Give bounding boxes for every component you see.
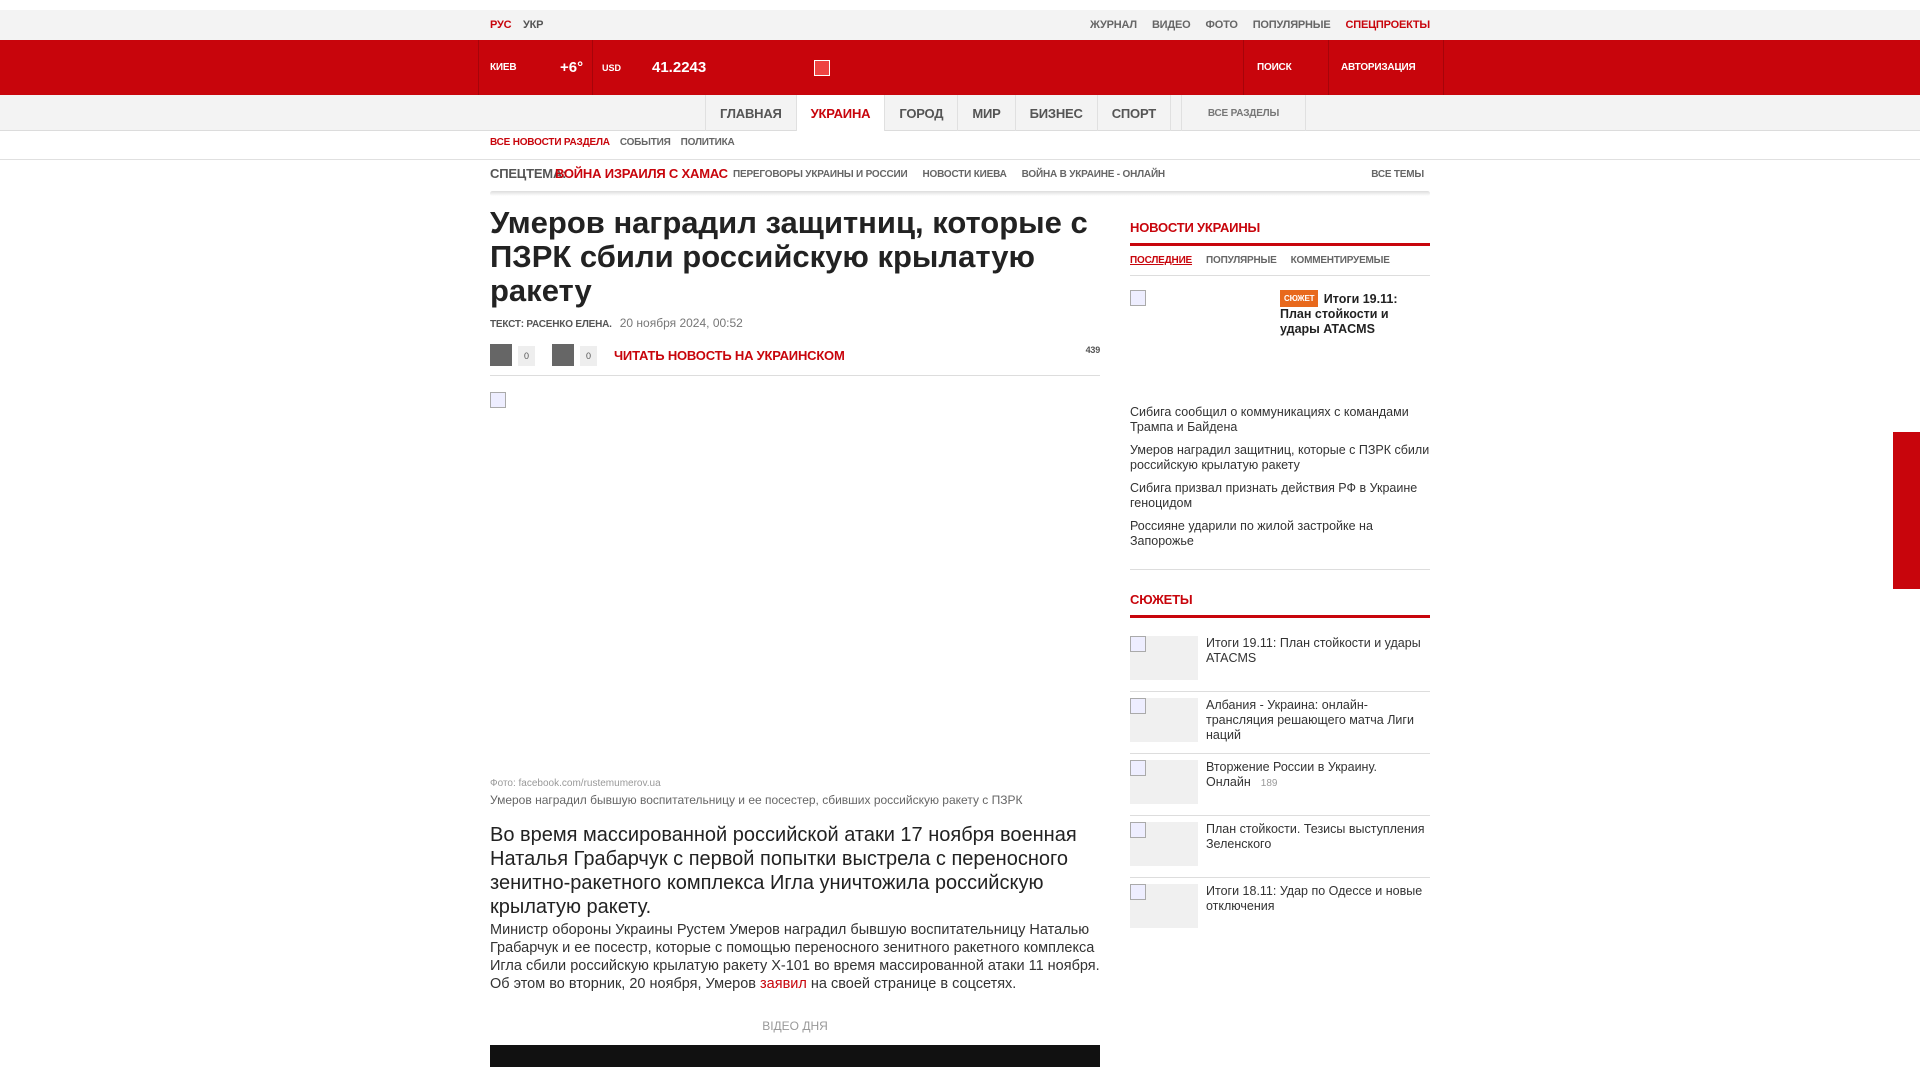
story-title-wrap[interactable]	[1206, 760, 1430, 791]
share-button-2[interactable]	[552, 344, 597, 366]
news-item[interactable]: Сибига сообщил о коммуникациях с командами Трампа и Байдена	[1130, 405, 1409, 434]
story-thumbnail	[1130, 760, 1198, 804]
top-story[interactable]	[1130, 290, 1430, 405]
header-bar	[0, 40, 1920, 95]
divider	[1443, 40, 1444, 95]
top-story-title[interactable]: Итоги 19.11: План стойкости и удары ATACMS	[1280, 292, 1398, 336]
section-subnav	[490, 137, 735, 148]
share-count: 0	[518, 346, 535, 366]
currency-code: USD	[602, 62, 622, 73]
link-video[interactable]: ВИДЕО	[1151, 19, 1191, 31]
main-nav	[0, 95, 1920, 131]
view-count: 439	[1085, 345, 1100, 355]
broken-image-icon	[1130, 822, 1146, 838]
photo-credit: Фото: facebook.com/rustemumerov.ua	[490, 778, 661, 789]
news-list	[1130, 405, 1430, 570]
divider	[478, 40, 479, 95]
story-title[interactable]: План стойкости. Тезисы выступления Зеленского	[1206, 822, 1425, 851]
nav-city[interactable]: ГОРОД	[885, 95, 958, 131]
broken-image-icon	[490, 392, 506, 408]
divider	[1328, 40, 1329, 95]
broken-image-icon	[1130, 760, 1146, 776]
article	[490, 206, 1100, 1067]
share-icon	[490, 344, 512, 366]
broken-image-icon	[1130, 698, 1146, 714]
site-logo[interactable]	[814, 60, 830, 76]
special-theme-label: СПЕЦТЕМА:	[490, 166, 567, 181]
story-thumbnail	[1130, 884, 1198, 928]
divider	[1243, 40, 1244, 95]
nav-sport[interactable]: СПОРТ	[1098, 95, 1171, 131]
nav-main[interactable]: ГЛАВНАЯ	[705, 95, 797, 131]
news-item[interactable]: Умеров наградил защитниц, которые с ПЗРК сбили российскую крылатую ракету	[1130, 443, 1430, 472]
nav-ukraine[interactable]: УКРАИНА	[797, 95, 886, 131]
weather-city: КИЕВ	[490, 62, 517, 73]
nav-business[interactable]: БИЗНЕС	[1016, 95, 1098, 131]
sidebar	[1130, 220, 1430, 940]
stories-list	[1130, 630, 1430, 940]
story-title[interactable]: Вторжение России в Украину. Онлайн	[1206, 760, 1377, 789]
story-title[interactable]: Албания - Украина: онлайн-трансляция решающего матча Лиги наций	[1206, 698, 1414, 742]
weather-temp: +6°	[560, 59, 584, 76]
photo-caption: Умеров наградил бывшую воспитательницу и ее посестер, сбивших российскую ракету с ПЗРК	[490, 793, 1023, 807]
nav-all-sections[interactable]: ВСЕ РАЗДЕЛЫ	[1181, 95, 1306, 131]
read-in-ukrainian-link[interactable]: ЧИТАТЬ НОВОСТЬ НА УКРАИНСКОМ	[614, 348, 845, 363]
lang-ua-link[interactable]: УКР	[523, 19, 544, 31]
nav-world[interactable]: МИР	[958, 95, 1015, 131]
link-journal[interactable]: ЖУРНАЛ	[1090, 19, 1137, 31]
theme-link-negotiations[interactable]: ПЕРЕГОВОРЫ УКРАИНЫ И РОССИИ	[733, 169, 908, 180]
video-of-day-label: ВІДЕО ДНЯ	[762, 1019, 828, 1033]
article-date: 20 ноября 2024, 00:52	[619, 316, 743, 330]
subnav-politics[interactable]: ПОЛИТИКА	[680, 137, 735, 148]
subnav-events[interactable]: СОБЫТИЯ	[619, 137, 671, 148]
top-bar	[0, 10, 1920, 40]
subnav-all-news[interactable]: ВСЕ НОВОСТИ РАЗДЕЛА	[490, 137, 610, 148]
article-body	[490, 921, 1100, 993]
news-item[interactable]: Россияне ударили по жилой застройке на Запорожье	[1130, 519, 1373, 548]
share-button-1[interactable]	[490, 344, 535, 366]
tab-latest[interactable]: ПОСЛЕДНИЕ	[1130, 255, 1193, 266]
link-photo[interactable]: ФОТО	[1205, 19, 1238, 31]
theme-link-war-online[interactable]: ВОЙНА В УКРАИНЕ - ОНЛАЙН	[1021, 169, 1165, 180]
body-text: Министр обороны Украины Рустем Умеров наградил бывшую воспитательницу Наталью Грабарчук и ее посестр, которые с помощью переносного зенитного ракетного комплекса Игла сбили российскую крылатую ракету Х-101 во время массированной атаки 11 ноября. Об этом во вторник, 20 ноября, Умеров	[490, 922, 1100, 992]
story-view-count: 189	[1260, 778, 1278, 789]
divider	[592, 40, 593, 95]
divider	[490, 191, 1430, 196]
body-text: на своей странице в соцсетях.	[806, 976, 1017, 992]
story-thumbnail	[1130, 636, 1198, 680]
article-photo	[490, 392, 1100, 772]
link-popular[interactable]: ПОПУЛЯРНЫЕ	[1252, 19, 1331, 31]
story-thumbnail	[1130, 698, 1198, 742]
broken-image-icon	[1130, 884, 1146, 900]
link-special-projects[interactable]: СПЕЦПРОЕКТЫ	[1345, 19, 1430, 31]
news-item[interactable]: Сибига призвал признать действия РФ в Украине геноцидом	[1130, 481, 1418, 510]
all-topics-link[interactable]: ВСЕ ТЕМЫ	[1371, 169, 1424, 180]
story-badge: СЮЖЕТ	[1280, 290, 1318, 307]
story-item[interactable]	[1130, 692, 1430, 754]
article-actions	[490, 344, 1100, 376]
story-item[interactable]	[1130, 630, 1430, 692]
ukraine-news-heading[interactable]: НОВОСТИ УКРАИНЫ	[1130, 220, 1430, 246]
story-item[interactable]	[1130, 816, 1430, 878]
share-icon	[552, 344, 574, 366]
story-title[interactable]: Итоги 19.11: План стойкости и удары ATACMS	[1206, 636, 1421, 665]
tab-commented[interactable]: КОММЕНТИРУЕМЫЕ	[1290, 255, 1390, 266]
side-promo-tab[interactable]	[1893, 432, 1920, 589]
story-title[interactable]: Итоги 18.11: Удар по Одессе и новые отключения	[1206, 884, 1423, 913]
lang-ru-link[interactable]: РУС	[490, 19, 512, 31]
search-button[interactable]: ПОИСК	[1257, 62, 1292, 73]
broken-image-icon	[1130, 290, 1146, 306]
story-item[interactable]	[1130, 754, 1430, 816]
body-link[interactable]: заявил	[760, 976, 807, 992]
story-item[interactable]	[1130, 878, 1430, 940]
stories-heading[interactable]: СЮЖЕТЫ	[1130, 592, 1430, 618]
theme-link-kyiv-news[interactable]: НОВОСТИ КИЕВА	[922, 169, 1007, 180]
login-button[interactable]: АВТОРИЗАЦИЯ	[1341, 62, 1416, 73]
share-count: 0	[580, 346, 597, 366]
article-lead: Во время массированной российской атаки 17 ноября военная Наталья Грабарчук с первой попытки выстрела с переносного зенитно-ракетного комплекса Игла уничтожила российскую крылатую ракету.	[490, 824, 1077, 918]
top-links	[1090, 19, 1430, 31]
divider	[0, 159, 1920, 160]
broken-image-icon	[1130, 636, 1146, 652]
special-theme-link[interactable]: ВОЙНА ИЗРАИЛЯ С ХАМАС	[555, 166, 728, 181]
story-thumbnail	[1130, 822, 1198, 866]
currency-rate: 41.2243	[652, 59, 707, 76]
article-title: Умеров наградил защитниц, которые с ПЗРК сбили российскую крылатую ракету	[490, 205, 1088, 308]
tab-popular[interactable]: ПОПУЛЯРНЫЕ	[1206, 255, 1277, 266]
special-theme-bar	[490, 166, 1430, 192]
video-player[interactable]	[490, 1045, 1100, 1067]
news-tabs	[1130, 246, 1430, 276]
article-author[interactable]: ТЕКСТ: РАСЕНКО ЕЛЕНА.	[490, 319, 612, 330]
